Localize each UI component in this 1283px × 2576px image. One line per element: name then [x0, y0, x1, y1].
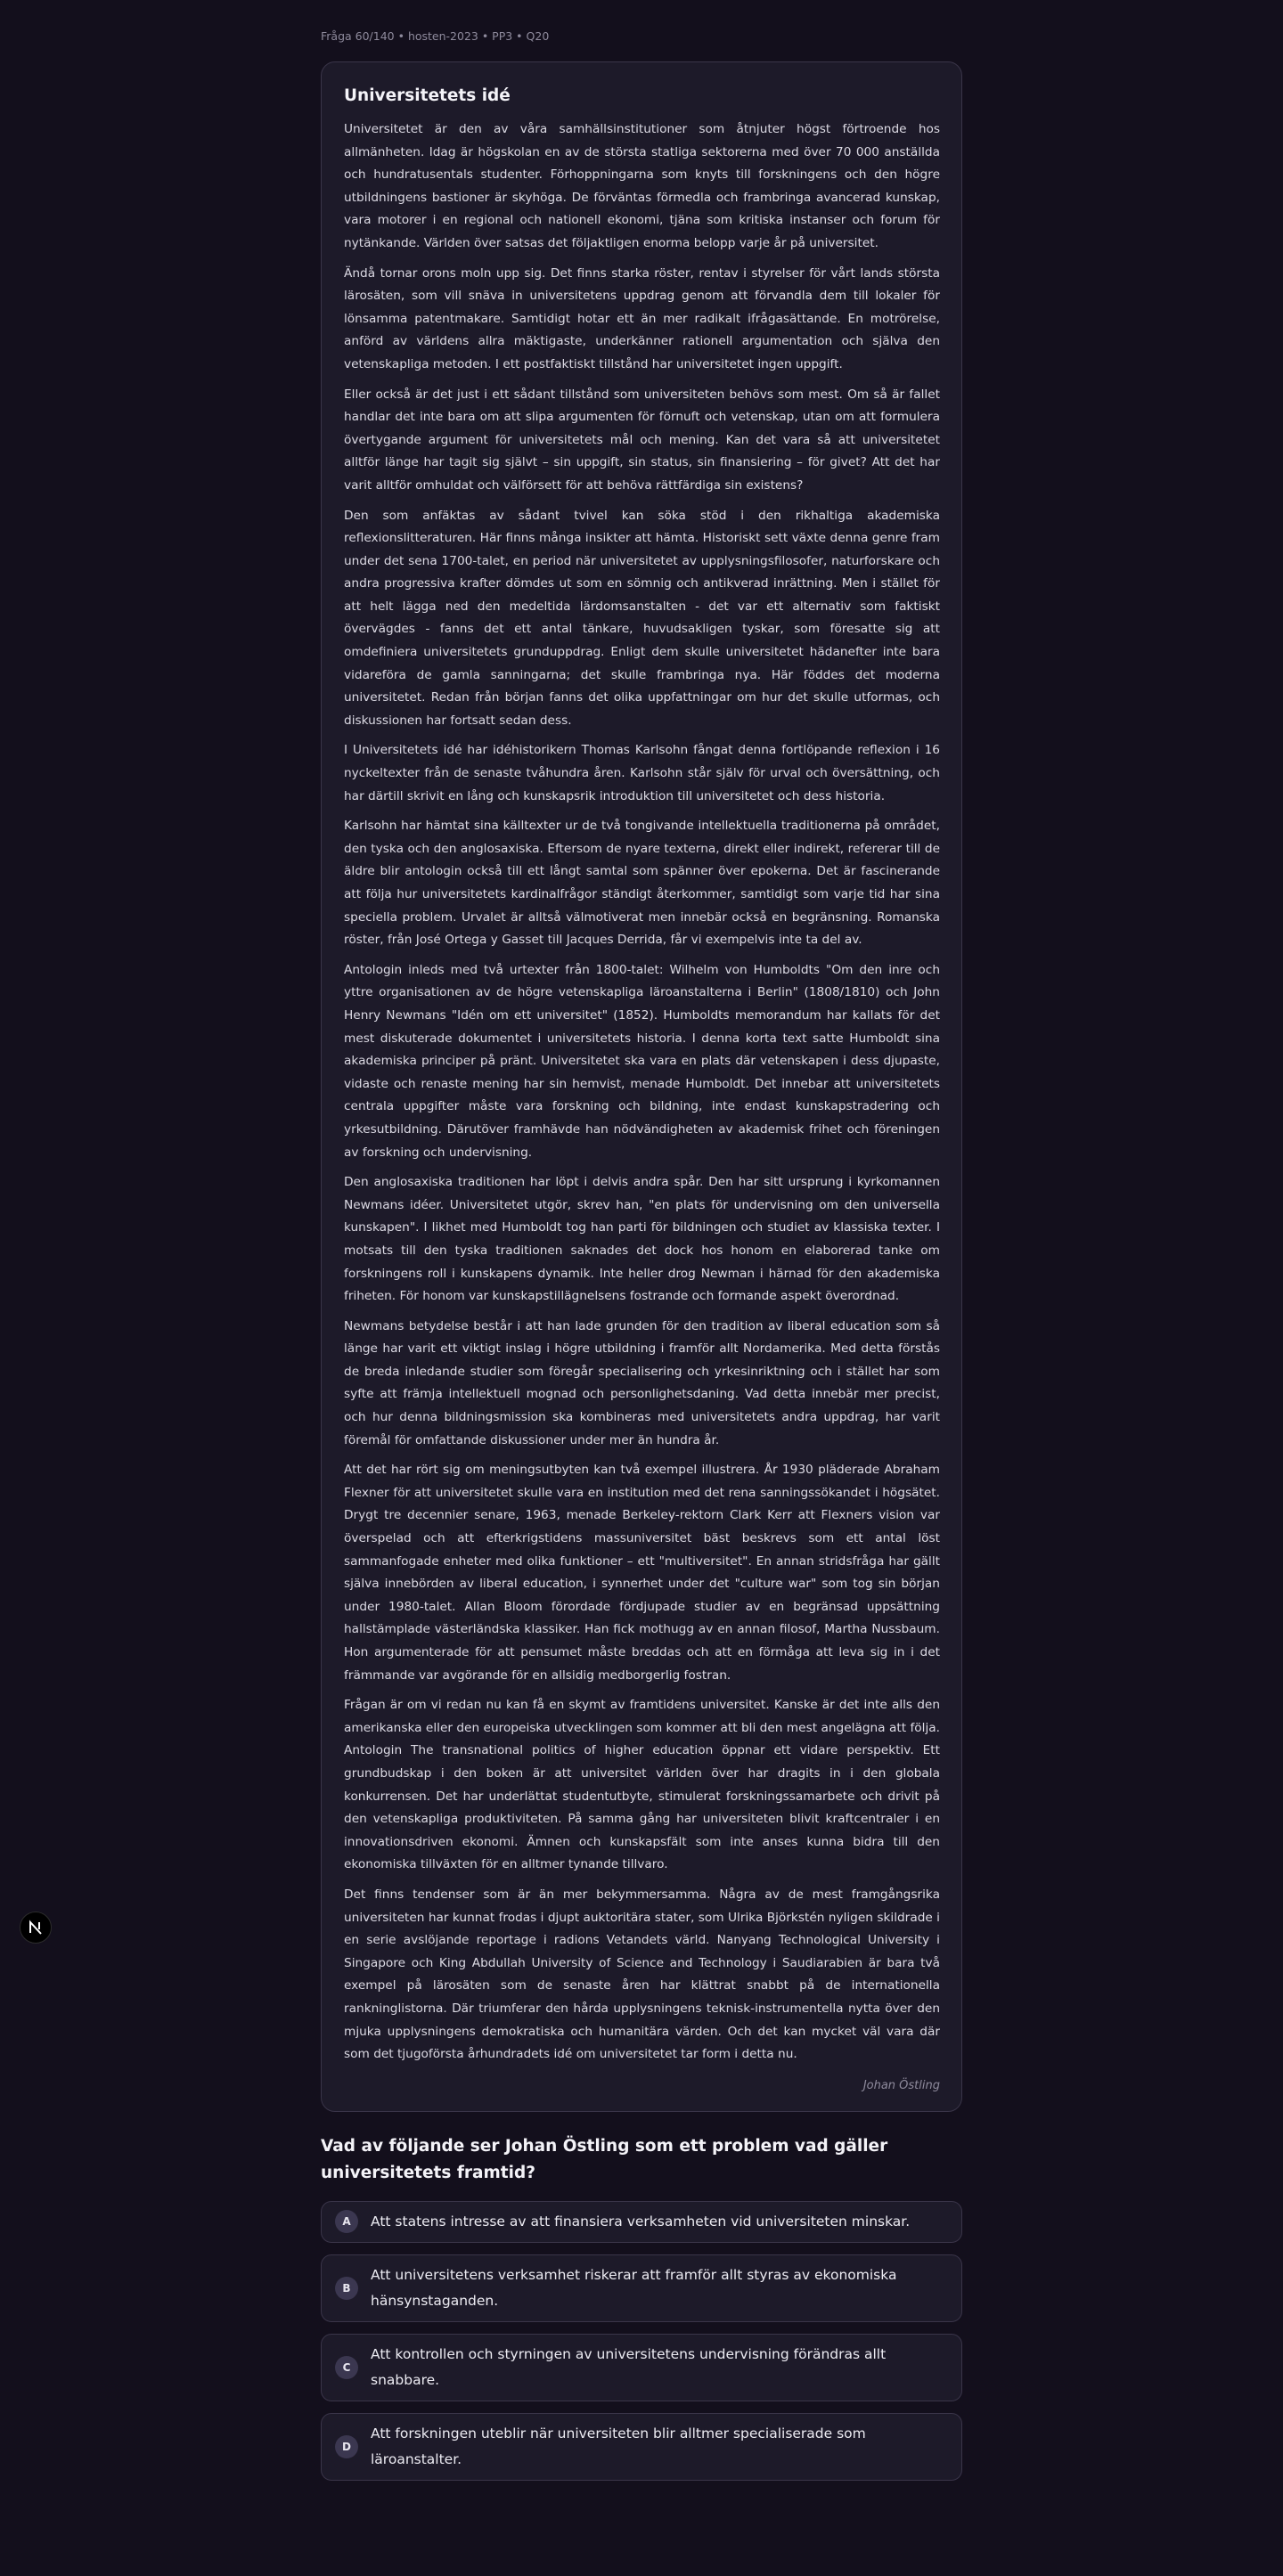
answer-option-a[interactable]	[321, 2201, 962, 2243]
passage-body	[344, 118, 940, 2067]
answer-options	[321, 2201, 962, 2481]
passage-paragraph: Eller också är det just i ett sådant tillstånd som universiteten behövs som mest. Om så är fallet handlar det inte bara om att slipa argumenten för förnuft och vetenskap, utan om att formulera övertygande argument för universitetets mål och mening. Kan det vara så att universitetet alltför länge har tagit sig självt – sin uppgift, sin status, sin finansiering – för givet? Att det har varit alltför omhuldat och välförsett för att behöva rättfärdiga sin existens?	[344, 387, 940, 493]
passage-paragraph: Att det har rört sig om meningsutbyten kan två exempel illustrera. År 1930 pläderade Abraham Flexner för att universitetet skulle vara en institution med det rena sanningssökandet i högsätet. Drygt tre decennier senare, 1963, menade Berkeley-rektorn Clark Kerr att Flexners vision var överspelad och att efterkrigstidens massuniversitet bäst beskrevs som ett antal löst sammanfogade enheter med olika funktioner – ett "multiversitet". En annan stridsfråga har gällt själva innebörden av liberal education, i synnerhet under det "culture war" som tog sin början under 1980-talet. Allan Bloom förordade fördjupade studier av en begränsad uppsättning hallstämplade västerländska klassiker. Han fick mothugg av en annan filosof, Martha Nussbaum. Hon argumenterade för att pensumet måste breddas och att en förmåga att leva sig in i det främmande var avgörande för en allsidig medborgerlig fostran.	[344, 1463, 940, 1683]
option-letter-badge: D	[335, 2435, 358, 2458]
passage-paragraph: Ändå tornar orons moln upp sig. Det finns starka röster, rentav i styrelser för vårt lands största lärosäten, som vill snäva in universitetens uppdrag genom att förvandla dem till lokaler för lönsamma patentmakare. Samtidigt hotar ett än mer radikalt ifrågasättande. En motrörelse, anförd av världens allra mäktigaste, underkänner rationell argumentation och själva den vetenskapliga metoden. I ett postfaktiskt tillstånd har universitetet ingen uppgift.	[344, 265, 940, 371]
passage-paragraph: Universitetet är den av våra samhällsinstitutioner som åtnjuter högst förtroende hos allmänheten. Idag är högskolan en av de största statliga sektorerna med över 70 000 anställda och hundratusentals studenter. Förhoppningarna som knyts till forskningens och den högre utbildningens bastioner är skyhöga. De förväntas förmedla och frambringa avancerad kunskap, vara motorer i en regional och nationell ekonomi, tjäna som kritiska instanser och forum för nytänkande. Världen över satsas det följaktligen enorma belopp varje år på universitet.	[344, 122, 940, 250]
quiz-container	[321, 0, 962, 2492]
question-text: Vad av följande ser Johan Östling som ett problem vad gäller universitetets framtid?	[321, 2136, 888, 2182]
option-letter-badge: B	[335, 2277, 358, 2300]
passage-paragraph: Antologin inleds med två urtexter från 1800-talet: Wilhelm von Humboldts "Om den inre och yttre organisationen av de högre vetenskapliga läroanstalterna i Berlin" (1808/1810) och John Henry Newmans "Idén om ett universitet" (1852). Humboldts memorandum har kallats för det mest diskuterade dokumentet i universitetets historia. I denna korta text satte Humboldt sina akademiska principer på pränt. Universitetet ska vara en plats där vetenskapen i dess djupaste, vidaste och renaste mening har sin hemvist, menade Humboldt. Det innebar att universitetets centrala uppgifter måste vara forskning och bildning, inte endast kunskapstradering och yrkesutbildning. Därutöver framhävde han nödvändigheten av akademisk frihet och föreningen av forskning och undervisning.	[344, 962, 940, 1160]
passage-title: Universitetets idé	[344, 86, 511, 105]
passage-paragraph: Newmans betydelse består i att han lade grunden för den tradition av liberal education som så länge har varit ett viktigt inslag i högre utbildning i framför allt Nordamerika. Med detta förstås de breda inledande studier som föregår specialisering och yrkesinriktning och i stället har som syfte att främja intellektuell mognad och personlighetsdaning. Vad detta innebär mer precist, och hur denna bildningsmission ska kombineras med universitetets andra uppdrag, har varit föremål för omfattande diskussioner under mer än hundra år.	[344, 1318, 940, 1447]
option-letter-badge: C	[335, 2356, 358, 2379]
nextjs-logo-icon[interactable]	[20, 1912, 52, 1944]
option-text: Att statens intresse av att finansiera verksamheten vid universiteten minskar.	[371, 2213, 911, 2230]
passage-paragraph: I Universitetets idé har idéhistorikern Thomas Karlsohn fångat denna fortlöpande reflexion i 16 nyckeltexter från de senaste tvåhundra åren. Karlsohn står själv för urval och översättning, och har därtill skrivit en lång och kunskapsrik introduktion till universitetet och dess historia.	[344, 743, 940, 803]
question-meta: Fråga 60/140 • hosten-2023 • PP3 • Q20	[321, 29, 550, 43]
passage-card	[321, 61, 962, 2112]
option-text: Att forskningen uteblir när universiteten blir alltmer specialiserade som läroanstalter.	[371, 2425, 866, 2467]
passage-paragraph: Det finns tendenser som är än mer bekymmersamma. Några av de mest framgångsrika universiteten har kunnat frodas i djupt auktoritära stater, som Ulrika Björkstén nyligen skildrade i en serie avslöjande reportage i radions Vetandets värld. Nanyang Technological University i Singapore och King Abdullah University of Science and Technology i Saudiarabien är bara två exempel på lärosäten som de senaste åren har klättrat snabbt på de internationella rankninglistorna. Där triumferar den hårda upplysningens teknisk-instrumentella nytta över den mjuka upplysningens demokratiska och humanitära värden. Och det kan mycket väl vara där som det tjugoförsta århundradets idé om universitetet tar form i detta nu.	[344, 1887, 940, 2062]
answer-option-c[interactable]	[321, 2334, 962, 2401]
option-text: Att universitetens verksamhet riskerar att framför allt styras av ekonomiska hänsynstaganden.	[371, 2266, 897, 2309]
passage-paragraph: Frågan är om vi redan nu kan få en skymt av framtidens universitet. Kanske är det inte alls den amerikanska eller den europeiska utvecklingen som kommer att bli den mest angelägna att följa. Antologin The transnational politics of higher education öppnar ett vidare perspektiv. Ett grundbudskap i den boken är att universitet världen över har dragits in i den globala konkurrensen. Det har underlättat studentutbyte, stimulerat forskningssamarbete och drivit på den vetenskapliga produktiviteten. På samma gång har universiteten blivit kraftcentraler i en innovationsdriven ekonomi. Ämnen och kunskapsfält som inte anses kunna bidra till den ekonomiska tillväxten för en alltmer tynande tillvaro.	[344, 1698, 940, 1872]
n-letter-icon	[27, 1919, 45, 1936]
option-text: Att kontrollen och styrningen av universitetens undervisning förändras allt snabbare.	[371, 2345, 887, 2388]
answer-option-b[interactable]	[321, 2254, 962, 2322]
passage-author: Johan Östling	[862, 2078, 940, 2092]
passage-paragraph: Karlsohn har hämtat sina källtexter ur de två tongivande intellektuella traditionerna på området, den tyska och den anglosaxiska. Eftersom de nyare texterna, direkt eller indirekt, refererar till de äldre blir antologin också till ett långt samtal som spänner över epokerna. Det är fascinerande att följa hur universitetets kardinalfrågor ständigt återkommer, samtidigt som varje tid har sina speciella problem. Urvalet är alltså välmotiverat men innebär också en begränsning. Romanska röster, från José Ortega y Gasset till Jacques Derrida, får vi exempelvis inte ta del av.	[344, 819, 940, 948]
passage-paragraph: Den anglosaxiska traditionen har löpt i delvis andra spår. Den har sitt ursprung i kyrkomannen Newmans idéer. Universitetet utgör, skrev han, "en plats för undervisning om den universella kunskapen". I likhet med Humboldt tog han parti för bildningen och studiet av klassiska texter. I motsats till den tyska traditionen saknades det dock hos honom en elaborerad tanke om forskningens roll i kunskapens dynamik. Inte heller drog Newman i härnad för den akademiska friheten. För honom var kunskapstillägnelsens fostrande och formande aspekt överordnad.	[344, 1175, 940, 1304]
passage-paragraph: Den som anfäktas av sådant tvivel kan söka stöd i den rikhaltiga akademiska reflexionslitteraturen. Här finns många insikter att hämta. Historiskt sett växte denna genre fram under det sena 1700-talet, en period när universitetet av upplysningsfilosofer, naturforskare och andra progressiva krafter dömdes ut som en sömnig och antikverad inrättning. Men i stället för att helt lägga ned den medeltida lärdomsanstalten - det var ett alternativ som faktiskt övervägdes - fanns det ett antal tänkare, huvudsakligen tyskar, som föresatte sig att omdefiniera universitetets grunduppdrag. Enligt dem skulle universitetet hädanefter inte bara vidareföra de gamla sanningarna; det skulle frambringa nya. Här föddes det moderna universitetet. Redan från början fanns det olika uppfattningar om hur det skulle utformas, och diskussionen har fortsatt sedan dess.	[344, 508, 940, 728]
option-letter-badge: A	[335, 2210, 358, 2233]
answer-option-d[interactable]	[321, 2413, 962, 2481]
